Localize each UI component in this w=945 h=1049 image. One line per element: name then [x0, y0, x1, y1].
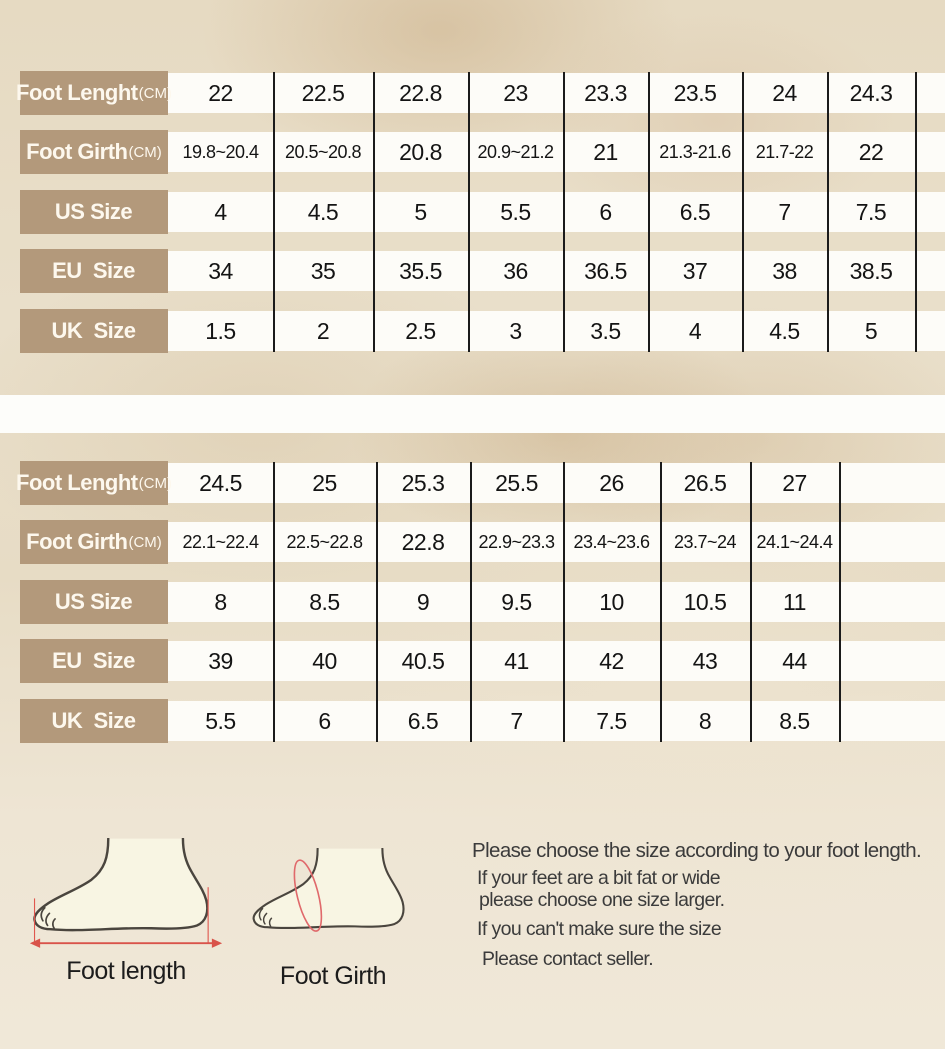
column-divider — [839, 462, 841, 742]
row-unit: (CM) — [138, 474, 172, 492]
size-cell: 5 — [864, 317, 878, 344]
column-divider — [273, 72, 275, 352]
foot-girth-diagram — [248, 848, 418, 945]
size-cell: 38 — [772, 257, 797, 284]
row-label-cell — [16, 71, 172, 115]
row-unit: (CM) — [138, 84, 172, 102]
size-cell: 22.5 — [301, 79, 345, 106]
row-values — [168, 701, 945, 741]
size-cell: 5 — [414, 198, 427, 225]
column-divider — [468, 72, 470, 352]
size-cell: 7.5 — [596, 707, 627, 734]
divider-band — [0, 395, 945, 433]
column-divider — [827, 72, 829, 352]
size-cell: 3.5 — [590, 317, 621, 344]
row-label-cell — [20, 130, 168, 174]
column-divider — [750, 462, 752, 742]
note-line: Please choose the size according to your foot length. — [472, 839, 922, 862]
row-label: UK Size — [51, 708, 136, 733]
row-label: Foot Lenght — [16, 470, 138, 495]
size-cell: 22 — [208, 79, 233, 106]
column-divider — [660, 462, 662, 742]
column-divider — [648, 72, 650, 352]
row-label-cell — [20, 699, 168, 743]
size-cell: 4.5 — [307, 198, 339, 225]
size-cell: 37 — [682, 257, 708, 284]
column-divider — [273, 462, 275, 742]
size-cell: 24.5 — [199, 469, 242, 496]
foot-girth-label: Foot Girth — [279, 962, 387, 990]
note-line: If you can't make sure the size — [477, 918, 722, 940]
size-cell: 4 — [688, 317, 702, 344]
row-values — [168, 582, 945, 622]
size-cell: 3 — [509, 317, 522, 344]
size-cell: 26.5 — [683, 469, 727, 496]
size-cell: 1.5 — [205, 317, 236, 344]
size-cell: 23.5 — [673, 79, 717, 106]
size-cell: 25.3 — [401, 469, 445, 496]
size-cell: 6 — [318, 707, 331, 734]
arrowhead-right-icon — [212, 939, 222, 948]
size-cell: 2 — [316, 317, 330, 344]
size-cell: 23 — [503, 79, 528, 106]
size-cell: 23.7~24 — [673, 531, 737, 552]
foot-side-girth-icon — [248, 848, 418, 940]
size-cell: 6.5 — [679, 198, 711, 225]
size-table-small-sizes — [0, 73, 945, 351]
row-values — [168, 522, 945, 562]
row-label: Foot Girth — [26, 139, 128, 164]
size-cell: 22 — [858, 138, 884, 165]
row-label: EU Size — [52, 258, 135, 283]
size-table-large-sizes — [0, 463, 945, 741]
size-cell: 10.5 — [683, 588, 727, 615]
row-label-cell — [16, 461, 172, 505]
size-cell: 21.7-22 — [755, 141, 814, 162]
size-cell: 8 — [698, 707, 712, 734]
notes-block — [472, 840, 937, 970]
size-cell: 5.5 — [205, 707, 236, 734]
size-cell: 43 — [692, 647, 718, 674]
size-cell: 20.9~21.2 — [477, 141, 554, 162]
note-line: please choose one size larger. — [479, 889, 725, 911]
size-cell: 38.5 — [849, 257, 893, 284]
size-cell: 23.3 — [584, 79, 627, 106]
size-cell: 26 — [599, 469, 624, 496]
size-cell: 4 — [214, 198, 227, 225]
size-cell: 25 — [312, 469, 337, 496]
size-cell: 9.5 — [501, 588, 532, 615]
size-cell: 9 — [416, 588, 430, 615]
size-cell: 8.5 — [779, 707, 810, 734]
row-unit: (CM) — [128, 533, 162, 551]
size-cell: 11 — [783, 588, 806, 615]
row-label: US Size — [54, 199, 133, 224]
size-cell: 8 — [214, 588, 227, 615]
size-cell: 24 — [772, 79, 797, 106]
size-cell: 44 — [782, 647, 807, 674]
row-label-cell — [20, 309, 168, 353]
size-cell: 22.8 — [401, 528, 445, 555]
size-cell: 2.5 — [405, 317, 436, 344]
row-values — [168, 641, 945, 681]
row-label-cell — [20, 580, 168, 624]
size-cell: 36 — [503, 257, 528, 284]
size-cell: 22.8 — [399, 79, 442, 106]
size-cell: 25.5 — [495, 469, 538, 496]
size-cell: 24.1~24.4 — [756, 531, 833, 552]
foot-length-diagram — [28, 838, 224, 961]
size-cell: 20.5~20.8 — [284, 141, 362, 162]
note-line: If your feet are a bit fat or wide — [477, 867, 720, 889]
size-cell: 22.9~23.3 — [478, 531, 555, 552]
size-cell: 6.5 — [407, 707, 439, 734]
size-cell: 19.8~20.4 — [182, 141, 259, 162]
column-divider — [373, 72, 375, 352]
note-line: Please contact seller. — [482, 948, 654, 970]
size-cell: 27 — [782, 469, 807, 496]
size-cell: 20.8 — [399, 138, 442, 165]
row-label: UK Size — [51, 318, 136, 343]
size-cell: 42 — [599, 647, 624, 674]
column-divider — [563, 72, 565, 352]
row-unit: (CM) — [128, 143, 162, 161]
row-label-cell — [20, 190, 168, 234]
row-label: US Size — [54, 589, 133, 614]
size-cell: 7 — [510, 707, 523, 734]
size-cell: 34 — [208, 257, 233, 284]
foot-side-length-icon — [28, 838, 224, 956]
size-cell: 40.5 — [401, 647, 445, 674]
foot-length-label: Foot length — [66, 957, 186, 985]
row-label: Foot Lenght — [16, 80, 138, 105]
size-cell: 7 — [778, 198, 791, 225]
size-cell: 21 — [593, 138, 618, 165]
row-label: EU Size — [52, 648, 135, 673]
size-cell: 40 — [312, 647, 337, 674]
size-cell: 36.5 — [584, 257, 627, 284]
size-cell: 10 — [599, 588, 624, 615]
size-cell: 4.5 — [769, 317, 800, 344]
column-divider — [563, 462, 565, 742]
size-cell: 39 — [208, 647, 233, 674]
size-cell: 41 — [504, 647, 529, 674]
size-cell: 35.5 — [399, 257, 442, 284]
size-cell: 6 — [599, 198, 612, 225]
size-cell: 21.3-21.6 — [659, 141, 731, 162]
column-divider — [376, 462, 378, 742]
column-divider — [470, 462, 472, 742]
size-cell: 22.5~22.8 — [286, 531, 363, 552]
size-cell: 24.3 — [849, 79, 893, 106]
row-label-cell — [20, 639, 168, 683]
row-label-cell — [20, 520, 168, 564]
size-cell: 22.1~22.4 — [182, 531, 259, 552]
size-cell: 35 — [310, 257, 336, 284]
size-cell: 8.5 — [309, 588, 340, 615]
row-label-cell — [20, 249, 168, 293]
size-cell: 5.5 — [500, 198, 531, 225]
row-values — [168, 463, 945, 503]
size-cell: 7.5 — [855, 198, 887, 225]
size-cell: 23.4~23.6 — [573, 531, 650, 552]
row-label: Foot Girth — [26, 529, 128, 554]
column-divider — [742, 72, 744, 352]
column-divider — [915, 72, 917, 352]
